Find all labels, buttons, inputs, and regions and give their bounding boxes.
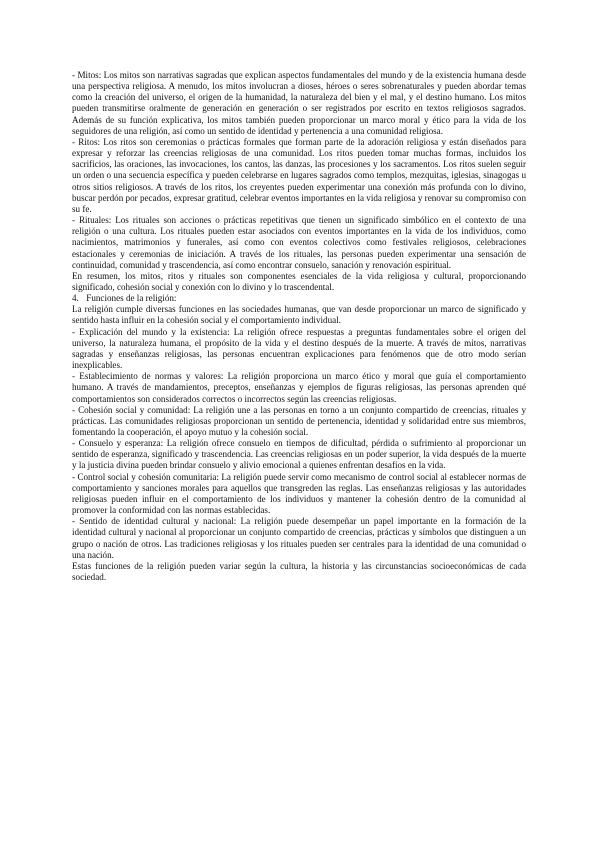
- function-item-norms: - Establecimiento de normas y valores: La religión proporciona un marco ético y moral que guía el comportamiento humano. A través de mandamientos, preceptos, enseñanzas y ejemplos de figuras religiosas, las personas aprenden qué comportamientos son considerados correctos o incorrectos según las creencias religiosas.: [72, 371, 526, 404]
- functions-intro-paragraph: La religión cumple diversas funciones en las sociedades humanas, que van desde proporcionar un marco de significado y sentido hasta influir en la cohesión social y el comportamiento individual.: [72, 304, 526, 326]
- function-item-identity: - Sentido de identidad cultural y nacional: La religión puede desempeñar un papel importante en la formación de la identidad cultural y nacional al proporcionar un conjunto compartido de creencias, prácticas y símbolos que distinguen a un grupo o nación de otros. Las tradiciones religiosas y los rituales pueden ser centrales para la identidad de una comunidad o una nación.: [72, 516, 526, 560]
- function-item-cohesion: - Cohesión social y comunidad: La religión une a las personas en torno a un conjunto compartido de creencias, rituales y prácticas. Las comunidades religiosas proporcionan un sentido de pertenencia, identidad y solidaridad entre sus miembros, fomentando la cooperación, el apoyo mutuo y la cohesión social.: [72, 404, 526, 437]
- myths-paragraph: - Mitos: Los mitos son narrativas sagradas que explican aspectos fundamentales del mundo y de la existencia humana desde una perspectiva religiosa. A menudo, los mitos involucran a dioses, héroes o seres sobrenaturales y pueden abordar temas como la creación del universo, el origen de la humanidad, la naturaleza del bien y el mal, y el destino humano. Los mitos pueden transmitirse oralmente de generación en generación o ser registrados por escrito en textos religiosos sagrados. Además de su función explicativa, los mitos también pueden proporcionar un marco moral y ético para la vida de los seguidores de una religión, así como un sentido de identidad y pertenencia a una comunidad religiosa.: [72, 70, 526, 136]
- heading-title: Funciones de la religión:: [86, 293, 177, 304]
- rituals-paragraph: - Rituales: Los rituales son acciones o prácticas repetitivas que tienen un significado simbólico en el contexto de una religión o una cultura. Los rituales pueden estar asociados con eventos importantes en la vida de los individuos, como nacimientos, matrimonios y funerales, así como con eventos colectivos como festivales religiosos, celebraciones estacionales y ceremonias de iniciación. A través de los rituales, las personas pueden experimentar una sensación de continuidad, comunidad y trascendencia, así como encontrar consuelo, sanación y renovación espiritual.: [72, 215, 526, 270]
- summary-paragraph: En resumen, los mitos, ritos y rituales son componentes esenciales de la vida religiosa y cultural, proporcionando significado, cohesión social y conexión con lo divino y lo trascendental.: [72, 270, 526, 292]
- closing-paragraph: Estas funciones de la religión pueden variar según la cultura, la historia y las circunstancias socioeconómicas de cada sociedad.: [72, 560, 526, 583]
- heading-number: 4.: [72, 293, 79, 304]
- function-item-explanation: - Explicación del mundo y la existencia: La religión ofrece respuestas a preguntas fundamentales sobre el origen del universo, la naturaleza humana, el propósito de la vida y el destino después de la muerte. A través de mitos, narrativas sagradas y enseñanzas religiosas, las personas encuentran explicaciones para fenómenos que de otro modo serían inexplicables.: [72, 326, 526, 371]
- function-item-social-control: - Control social y cohesión comunitaria: La religión puede servir como mecanismo de control social al establecer normas de comportamiento y sanciones morales para aquellos que transgreden las reglas. Las enseñanzas religiosas y las autoridades religiosas pueden influir en el comportamiento de los individuos y mantener la cohesión dentro de la comunidad al promover la conformidad con las normas establecidas.: [72, 471, 526, 516]
- document-page: [72, 70, 526, 583]
- function-item-consolation: - Consuelo y esperanza: La religión ofrece consuelo en tiempos de dificultad, pérdida o sufrimiento al proporcionar un sentido de esperanza, significado y trascendencia. Las creencias religiosas en un poder superior, la vida después de la muerte y la justicia divina pueden brindar consuelo y alivio emocional a quienes enfrentan desafíos en la vida.: [72, 438, 526, 471]
- rites-paragraph: - Ritos: Los ritos son ceremonias o prácticas formales que forman parte de la adoración religiosa y están diseñados para expresar y reforzar las creencias religiosas de una comunidad. Los ritos pueden tomar muchas formas, incluidos los sacrificios, las oraciones, las invocaciones, los cantos, las danzas, las procesiones y los sacramentos. Los ritos suelen seguir un orden o una secuencia específica y pueden celebrarse en lugares sagrados como templos, mezquitas, iglesias, sinagogas u otros sitios religiosos. A través de los ritos, los creyentes pueden experimentar una conexión más profunda con lo divino, buscar perdón por pecados, expresar gratitud, celebrar eventos importantes en la vida religiosa y renovar su compromiso con su fe.: [72, 136, 526, 214]
- section-heading: [72, 293, 526, 304]
